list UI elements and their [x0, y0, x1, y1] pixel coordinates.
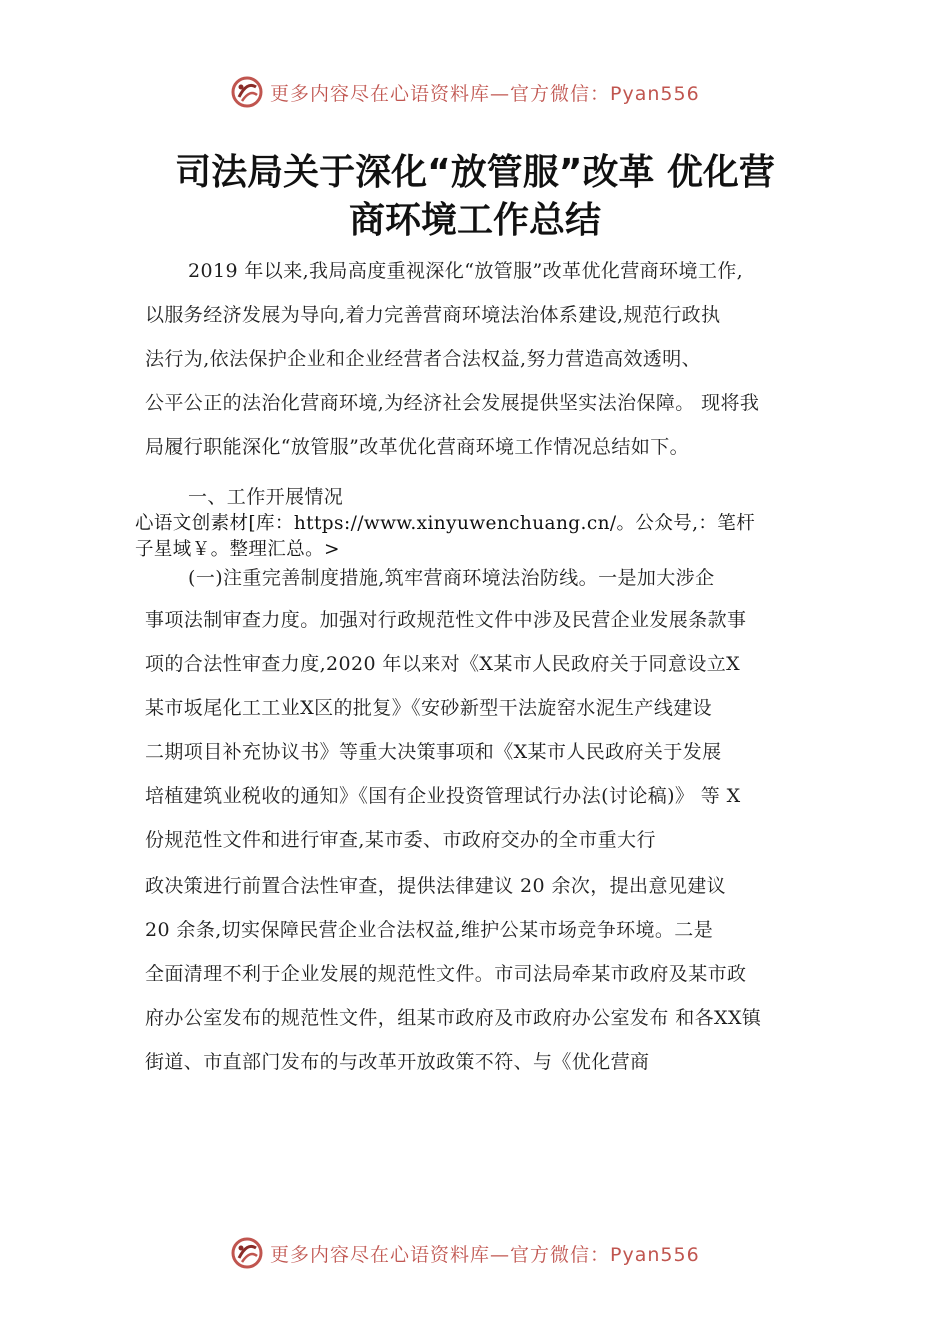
- banner-wechat-id: Pyan556: [610, 82, 700, 105]
- source-note-line: 心语文创素材[库：https://www.xinyuwenchuang.cn/。公众号,：笔杆: [135, 513, 756, 534]
- banner-wechat-id: Pyan556: [610, 1243, 700, 1266]
- body-line: 培植建筑业税收的通知》《国有企业投资管理试行办法(讨论稿)》 等 X: [145, 785, 741, 807]
- section-heading: 一、工作开展情况: [188, 486, 344, 508]
- body-line: 份规范性文件和进行审查,某市委、市政府交办的全市重大行: [145, 829, 656, 851]
- banner-label: 更多内容尽在心语资料库—官方微信：: [270, 82, 611, 105]
- body-line: 2019 年以来,我局高度重视深化“放管服”改革优化营商环境工作,: [188, 260, 744, 282]
- body-line: (一)注重完善制度措施,筑牢营商环境法治防线。一是加大涉企: [188, 567, 715, 589]
- footer-banner: [0, 1233, 950, 1273]
- source-note-line: 子星域￥。整理汇总。>: [135, 539, 340, 560]
- banner-text: [270, 1240, 700, 1267]
- body-line: 全面清理不利于企业发展的规范性文件。市司法局牵某市政府及某市政: [145, 963, 747, 985]
- body-line: 政决策进行前置合法性审查，提供法律建议 20 余次，提出意见建议: [145, 875, 727, 897]
- banner-label: 更多内容尽在心语资料库—官方微信：: [270, 1243, 611, 1266]
- body-line: 以服务经济发展为导向,着力完善营商环境法治体系建设,规范行政执: [145, 304, 721, 326]
- body-line: 20 余条,切实保障民营企业合法权益,维护公某市场竞争环境。二是: [145, 919, 714, 941]
- body-line: 某市坂尾化工工业X区的批复》《安砂新型干法旋窑水泥生产线建设: [145, 697, 713, 719]
- body-line: 局履行职能深化“放管服”改革优化营商环境工作情况总结如下。: [145, 436, 690, 458]
- page-title-line-2: 商环境工作总结: [348, 200, 601, 241]
- banner-text: [270, 79, 700, 106]
- body-line: 公平公正的法治化营商环境,为经济社会发展提供坚实法治保障。 现将我: [145, 392, 760, 414]
- logo-icon: [230, 75, 264, 109]
- body-line: 项的合法性审查力度,2020 年以来对《X某市人民政府关于同意设立X: [145, 653, 741, 675]
- body-line: 法行为,依法保护企业和企业经营者合法权益,努力营造高效透明、: [145, 348, 702, 370]
- body-line: 事项法制审查力度。加强对行政规范性文件中涉及民营企业发展条款事: [145, 609, 747, 631]
- page-title-line-1: 司法局关于深化“放管服”改革 优化营: [175, 152, 775, 193]
- body-line: 二期项目补充协议书》等重大决策事项和《X某市人民政府关于发展: [145, 741, 722, 763]
- body-line: 街道、市直部门发布的与改革开放政策不符、与《优化营商: [145, 1051, 650, 1073]
- header-banner: [0, 72, 950, 112]
- body-line: 府办公室发布的规范性文件，组某市政府及市政府办公室发布 和各XX镇: [145, 1007, 762, 1029]
- logo-icon: [230, 1236, 264, 1270]
